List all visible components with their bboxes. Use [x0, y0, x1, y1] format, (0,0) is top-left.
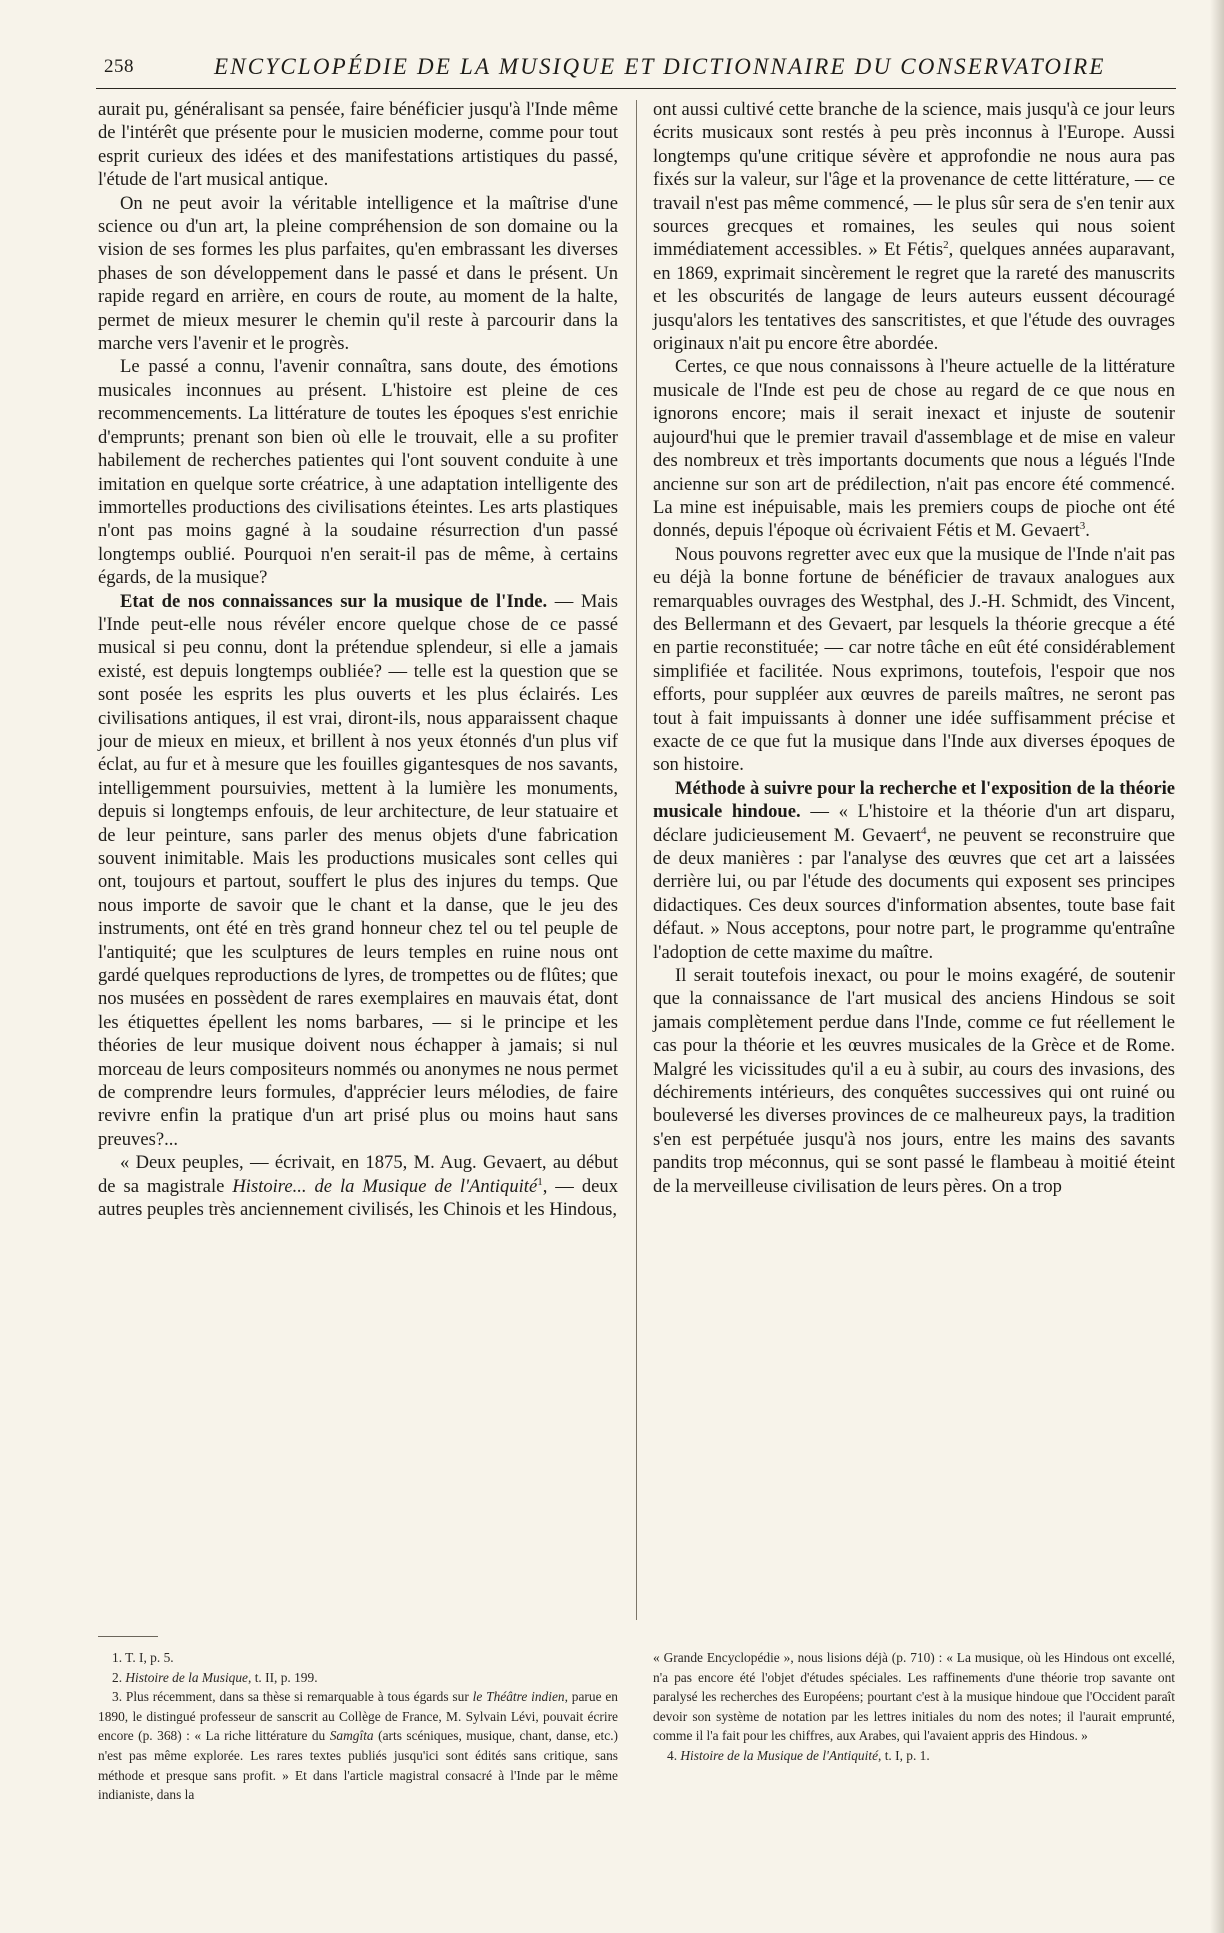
term: Samgîta: [329, 1728, 374, 1744]
paragraph: [653, 355, 1175, 542]
section-heading: Etat de nos connaissances sur la musique de l'Inde.: [120, 590, 548, 612]
footnotes-right: [653, 1648, 1175, 1766]
footnote: 1. T. I, p. 5.: [112, 1650, 174, 1665]
book-title: Histoire de la Musique de l'Antiquité: [680, 1747, 879, 1763]
paragraph-text: ont aussi cultivé cette branche de la science, mais jusqu'à ce jour leurs écrits musicaux sont restés à peu près inconnus à l'Europe. Aussi longtemps qu'une critique sévère et approfondie ne nous aura pas fixés sur la valeur, sur l'âge et la provenance de cette littérature, — ce travail n'est pas même commencé, — le plus sûr sera de s'en tenir aux sources grecques et romaines, les seules qui nous soient immédiatement accessibles. » Et Fétis: [653, 99, 1175, 261]
footnote-text: , parue en 1890, le distingué professeur de sanscrit au Collège de France, M. Sylvain Lévi, pouvait écrire encore (p. 368) : « La riche littérature du: [98, 1689, 618, 1744]
footnote-ref: 2: [943, 239, 949, 252]
paragraph-text: « Deux peuples, — écrivait, en 1875, M. Aug. Gevaert, au début de sa magistrale: [98, 1152, 618, 1197]
footnote: [98, 1668, 618, 1688]
footnote-ref: 3: [1079, 520, 1086, 533]
paragraph: On ne peut avoir la véritable intelligence et la maîtrise d'une science ou d'un art, la pleine compréhension de son domaine ou la vision de ses formes les plus parfaites, qu'en embrassant les diverses phases de son développement dans le passé et dans le présent. Un rapide regard en arrière, en cours de route, au moment de la halte, permet de mieux mesurer le chemin qu'il reste à parcourir dans la marche vers l'avenir et le progrès.: [98, 192, 618, 355]
footnote-text: 3. Plus récemment, dans sa thèse si remarquable à tous égards sur: [112, 1689, 473, 1705]
left-column: [98, 98, 618, 1222]
footnote: « Grande Encyclopédie », nous lisions déjà (p. 710) : « La musique, où les Hindous ont excellé, n'a pas encore été l'objet d'études spéciales. Les raffinements d'une théorie trop savante ont paralysé les recherches des Européens; pourtant c'est à la musique hindoue que l'Occident paraît devoir son système de notation par les lettres initiales du nom des notes; il l'aurait emprunté, comme il l'a fait pour les chiffres, aux Arabes, qui l'avaient appris des Hindous. »: [653, 1650, 1175, 1744]
paragraph: [653, 98, 1175, 355]
paragraph: [98, 1151, 618, 1221]
footnotes-left: [98, 1648, 618, 1805]
book-title: Histoire... de la Musique de l'Antiquité: [232, 1175, 538, 1197]
footnote-text: 2.: [112, 1669, 126, 1685]
paragraph-text: Certes, ce que nous connaissons à l'heure actuelle de la littérature musicale de l'Inde est peu de chose au regard de ce que nous en ignorons encore; mais il serait inexact et injuste de soutenir aujourd'hui que le premier travail d'assemblage et de mise en valeur des nombreux et très importants documents que nous a légués l'Inde ancienne sur son art de prédilection, n'ait pas encore été commencé. La mine est inépuisable, mais les premiers coups de pioche ont été donnés, depuis l'époque où écrivaient Fétis et M. Gevaert: [653, 356, 1175, 542]
page-number: 258: [104, 56, 134, 77]
paragraph: Le passé a connu, l'avenir connaîtra, sans doute, des émotions musicales inconnues au présent. L'histoire est pleine de ces recommencements. La littérature de toutes les époques s'est enrichie d'emprunts; prenant son bien où elle le trouvait, elle a su profiter habilement de recherches patientes qui l'ont souvent conduite à une imitation en quelque sorte créatrice, à une adaptation intelligente des immortelles productions des civilisations éteintes. Les arts plastiques n'ont pas moins gagné à la soudaine résurrection d'un passé longtemps oublié. Pourquoi n'en serait-il pas de même, à certains égards, de la musique?: [98, 356, 618, 589]
book-title: Histoire de la Musique: [125, 1669, 248, 1685]
paragraph: aurait pu, généralisant sa pensée, faire bénéficier jusqu'à l'Inde même de l'intérêt que présente pour le musicien moderne, comme pour tout esprit curieux des idées et des manifestations artistiques du passé, l'étude de l'art musical antique.: [98, 99, 618, 191]
footnote: [98, 1687, 618, 1805]
footnote-text: 4.: [667, 1747, 681, 1763]
paragraph: Nous pouvons regretter avec eux que la musique de l'Inde n'ait pas eu déjà la bonne fortune de bénéficier de travaux analogues aux remarquables ouvrages des Westphal, des J.-H. Schmidt, des Vincent, des Bellermann et des Gevaert, par lesquels la théorie grecque a été en partie reconstituée; — car notre tâche en eût été considérablement simplifiée et facilitée. Nous exprimons, toutefois, l'espoir que nos efforts, pour suppléer aux œuvres de pareils maîtres, ne seront pas tout à fait impuissants à donner une idée suffisamment précise et exacte de ce que fut la musique dans l'Inde aux diverses époques de son histoire.: [653, 543, 1175, 776]
paragraph-text: .: [1085, 520, 1090, 542]
paragraph-text: , ne peuvent se reconstruire que de deux manières : par l'analyse des œuvres que cet art a laissées derrière lui, ou par l'étude des documents qui exposent ses principes didactiques. Ces deux sources d'information absentes, toute base fait défaut. » Nous acceptons, pour notre part, le programme qu'entraîne l'adoption de cette maxime du maître.: [653, 824, 1175, 963]
footnote-ref: 1: [537, 1175, 543, 1188]
paragraph-text: — « L'histoire et la théorie d'un art disparu, déclare judicieusement M. Gevaert: [653, 801, 1176, 846]
column-divider: [636, 100, 637, 1620]
paragraph-text: — Mais l'Inde peut-elle nous révéler encore quelque chose de ce passé musical si peu connu, dont la prétendue splendeur, si elle a jamais existé, est depuis longtemps oubliée? — telle est la question que se sont posée les esprits les plus ouverts et les plus éclairés. Les civilisations antiques, il est vrai, diront-ils, nous apparaissent chaque jour de mieux en mieux, et brillent à nos yeux étonnés d'un plus vif éclat, au fur et à mesure que les fouilles gigantesques de nos savants, intelligemment poursuivies, mettent à la lumière les monuments, depuis si longtemps enfouis, de leur architecture, de leur statuaire et de leur peinture, sans parler des menus objets d'une fabrication souvent inimitable. Mais les productions musicales sont celles qui ont, toujours et partout, souffert le plus des injures du temps. Que nous importe de savoir que le chant et la danse, que le jeu des instruments, ont été en très grand honneur chez tel ou tel peuple de l'antiquité; que les sculptures de leurs temples en ruine nous ont gardé quelques reproductions de lyres, de trompettes ou de flûtes; que nos musées en possèdent de rares exemplaires en mauvais état, dont les étiquettes épellent les noms barbares, — si le principe et les théories de leur musique doivent nous échapper à jamais; si nul morceau de leurs compositeurs nommés ou anonymes ne nous permet de comprendre leurs formules, d'apprécier leurs mélodies, de faire revivre enfin la pratique d'un art prisé plus ou moins haut sans preuves?...: [98, 590, 619, 1150]
book-title: le Théâtre indien: [472, 1689, 565, 1705]
section-paragraph: [653, 777, 1175, 964]
paragraph-text: , quelques années auparavant, en 1869, exprimait sincèrement le regret que la rareté des manuscrits et les obscurités de langage de leurs auteurs eussent découragé jusqu'alors les tentatives des sanscritistes, et que l'étude des ouvrages originaux n'ait pu encore être abordée.: [653, 239, 1176, 355]
footnote-rule: [98, 1636, 158, 1637]
footnote: [653, 1746, 1175, 1766]
paragraph-text: , — deux autres peuples très anciennement civilisés, les Chinois et les Hindous,: [98, 1175, 618, 1221]
footnote-text: (arts scéniques, musique, chant, danse, etc.) n'est pas même explorée. Les rares textes publiés jusqu'ici sont édités sans critique, sans méthode et presque sans profit. » Et dans l'article magistral consacré à l'Inde par le même indianiste, dans la: [98, 1728, 619, 1803]
section-paragraph: [98, 590, 618, 1152]
footnote-ref: 4: [921, 824, 927, 837]
page-edge-shadow: [1210, 0, 1224, 1933]
page-header: [96, 52, 1176, 89]
right-column: [653, 98, 1175, 1198]
paragraph: Il serait toutefois inexact, ou pour le moins exagéré, de soutenir que la connaissance de l'art musical des anciens Hindous se soit jamais complètement perdue dans l'Inde, comme ce fut réellement le cas pour la théorie et les œuvres musicales de la Grèce et de Rome. Malgré les vicissitudes qu'il a eu à subir, au cours des invasions, des déchirements intérieurs, des conquêtes successives qui ont ruiné ou bouleversé les diverses provinces de ce malheureux pays, la tradition s'en est perpétuée jusqu'à nos jours, entre les mains des savants pandits trop méconnus, qui se sont passé le flambeau à moitié éteint de la merveilleuse civilisation de leurs pères. On a trop: [653, 965, 1175, 1197]
footnote-text: , t. II, p. 199.: [248, 1669, 318, 1685]
running-title: ENCYCLOPÉDIE DE LA MUSIQUE ET DICTIONNAIRE DU CONSERVATOIRE: [214, 54, 1106, 79]
section-heading: Méthode à suivre pour la recherche et l'exposition de la théorie musicale hindoue.: [653, 777, 1175, 823]
footnote-text: , t. I, p. 1.: [878, 1747, 930, 1763]
